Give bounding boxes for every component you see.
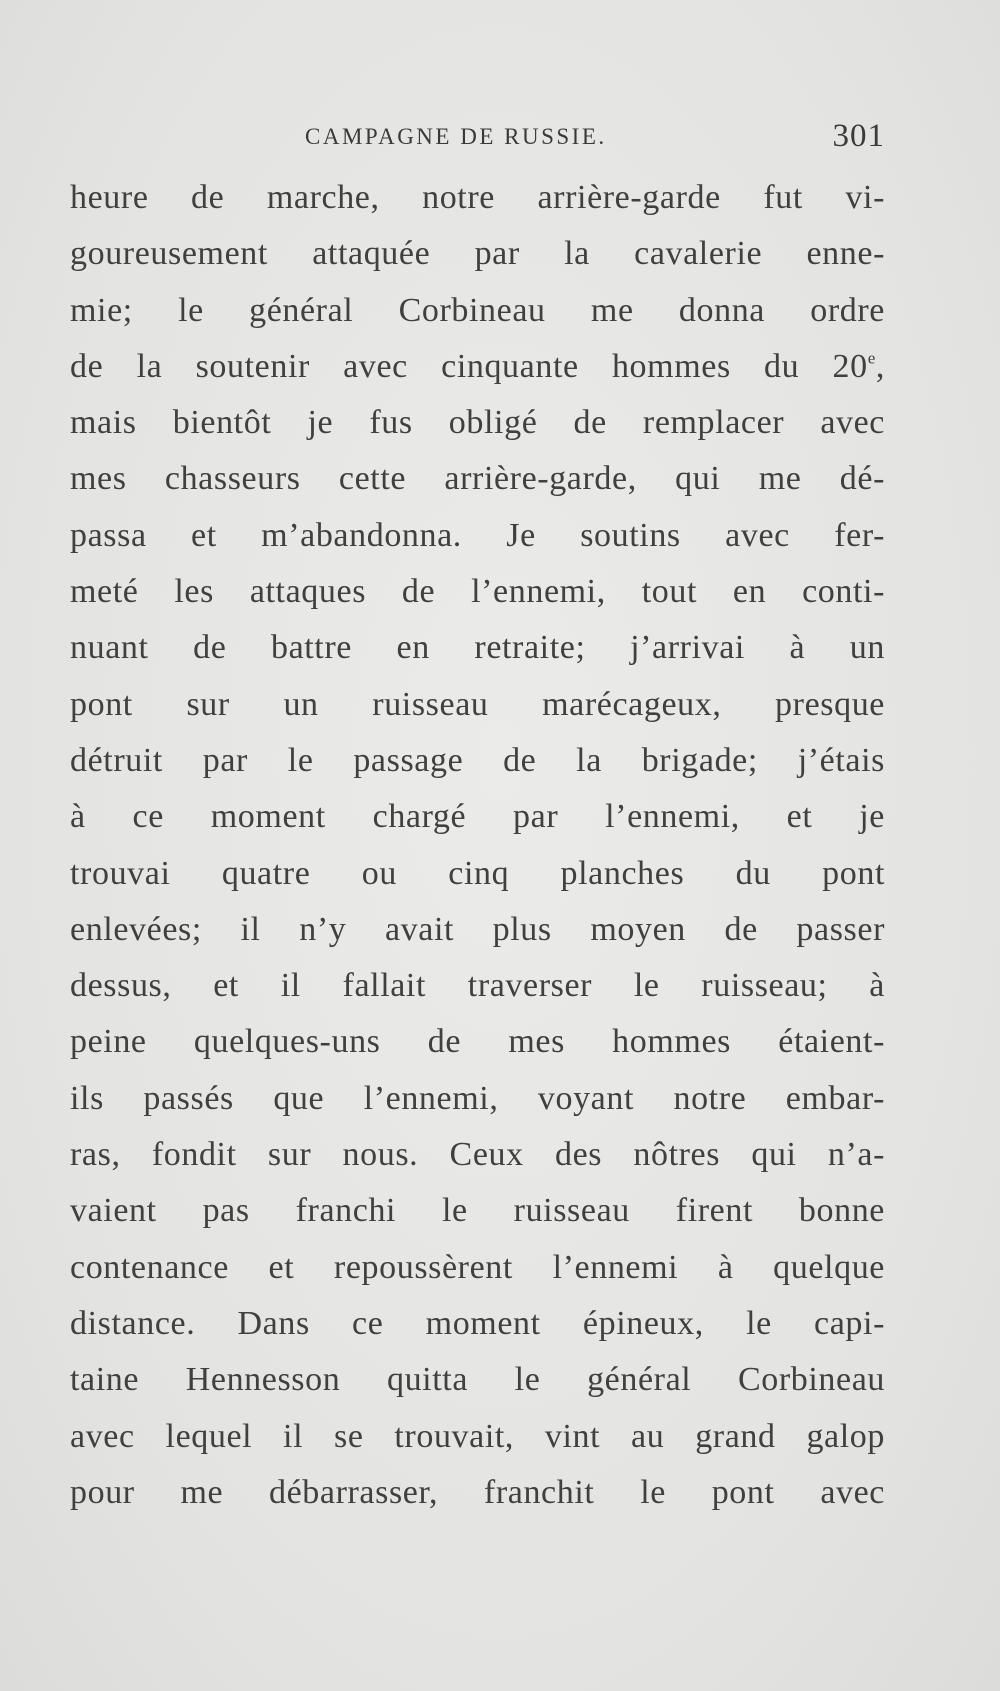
text-line: meté les attaques de l’ennemi, tout en conti- [70,573,885,611]
text-line: dessus, et il fallait traverser le ruisseau; à [70,967,885,1005]
text-line: pour me débarrasser, franchit le pont avec [70,1473,885,1511]
text-line: ras, fondit sur nous. Ceux des nôtres qui n’a- [70,1136,885,1174]
running-title: CAMPAGNE DE RUSSIE. [305,124,607,149]
text-line: mes chasseurs cette arrière-garde, qui me dé- [70,460,885,498]
running-head [70,118,885,158]
body-text [70,170,885,1521]
text-line: taine Hennesson quitta le général Corbineau [70,1361,885,1399]
text-line: distance. Dans ce moment épineux, le capi- [70,1304,885,1342]
text-line: enlevées; il n’y avait plus moyen de passer [70,910,885,948]
ordinal-superscript: e [867,348,876,368]
text-line: à ce moment chargé par l’ennemi, et je [70,798,885,836]
text-line: passa et m’abandonna. Je soutins avec fer- [70,516,885,554]
text-line: mais bientôt je fus obligé de remplacer avec [70,404,885,442]
text-line: détruit par le passage de la brigade; j’étais [70,741,885,779]
text-line: vaient pas franchi le ruisseau firent bonne [70,1192,885,1230]
text-line: contenance et repoussèrent l’ennemi à quelque [70,1248,885,1286]
text-line [70,339,885,395]
text-line: heure de marche, notre arrière-garde fut vi- [70,179,885,216]
text-line: trouvai quatre ou cinq planches du pont [70,854,885,892]
text-line: mie; le général Corbineau me donna ordre [70,291,885,329]
text-line: peine quelques-uns de mes hommes étaient- [70,1023,885,1061]
text-line-main: de la soutenir avec cinquante hommes du 20 [70,347,868,385]
text-line: avec lequel il se trouvait, vint au grand galop [70,1417,885,1455]
text-line: ils passés que l’ennemi, voyant notre embar- [70,1079,885,1117]
page-number: 301 [832,118,885,154]
text-line-tail: , [875,347,885,385]
text-line: goureusement attaquée par la cavalerie enne- [70,235,885,273]
text-line: nuant de battre en retraite; j’arrivai à un [70,629,885,667]
text-line: pont sur un ruisseau marécageux, presque [70,685,885,723]
